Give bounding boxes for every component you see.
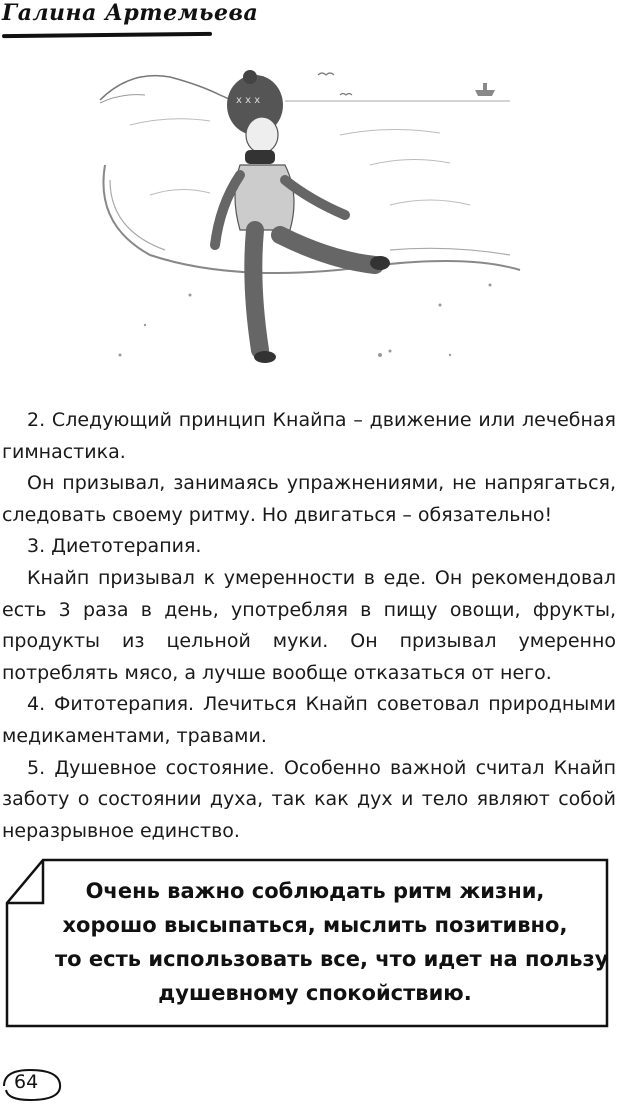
paragraph: Кнайп призывал к умеренности в еде. Он рекомендовал есть 3 раза в день, употребляя в пищу овощи, фрукты, продукты из цельной муки. Он призывал умеренно потреблять мясо, а лучше вообще отказаться от него. xyxy=(2,566,616,684)
page-number xyxy=(0,1066,66,1104)
note-line: Очень важно соблюдать ритм жизни, xyxy=(85,879,545,903)
note-text xyxy=(55,874,609,1010)
body-text xyxy=(2,405,616,847)
page-number-text: 64 xyxy=(14,1071,39,1093)
child-exercising-on-beach-illustration xyxy=(90,55,530,390)
header-underline xyxy=(2,32,212,38)
paragraph: 2. Следующий принцип Кнайпа – движение или лечебная гимнастика. xyxy=(2,409,616,463)
note-box xyxy=(5,858,609,1028)
paragraph: Он призывал, занимаясь упражнениями, не напрягаться, следовать своему ритму. Но двигаться – обязательно! xyxy=(2,472,616,526)
running-header: Галина Артемьева xyxy=(2,0,259,26)
paragraph: 5. Душевное состояние. Особенно важной считал Кнайп заботу о состоянии духа, так как дух и тело являют собой неразрывное единство. xyxy=(2,756,616,842)
paragraph: 3. Диетотерапия. xyxy=(27,535,202,558)
paragraph: 4. Фитотерапия. Лечиться Кнайп советовал природными медикаментами, травами. xyxy=(2,693,616,747)
note-line: то есть использовать все, что идет на пользу xyxy=(55,947,609,971)
note-line: хорошо высыпаться, мыслить позитивно, xyxy=(62,913,568,937)
note-line: душевному спокойствию. xyxy=(158,981,472,1005)
svg-text:x x x: x x x xyxy=(236,95,261,106)
